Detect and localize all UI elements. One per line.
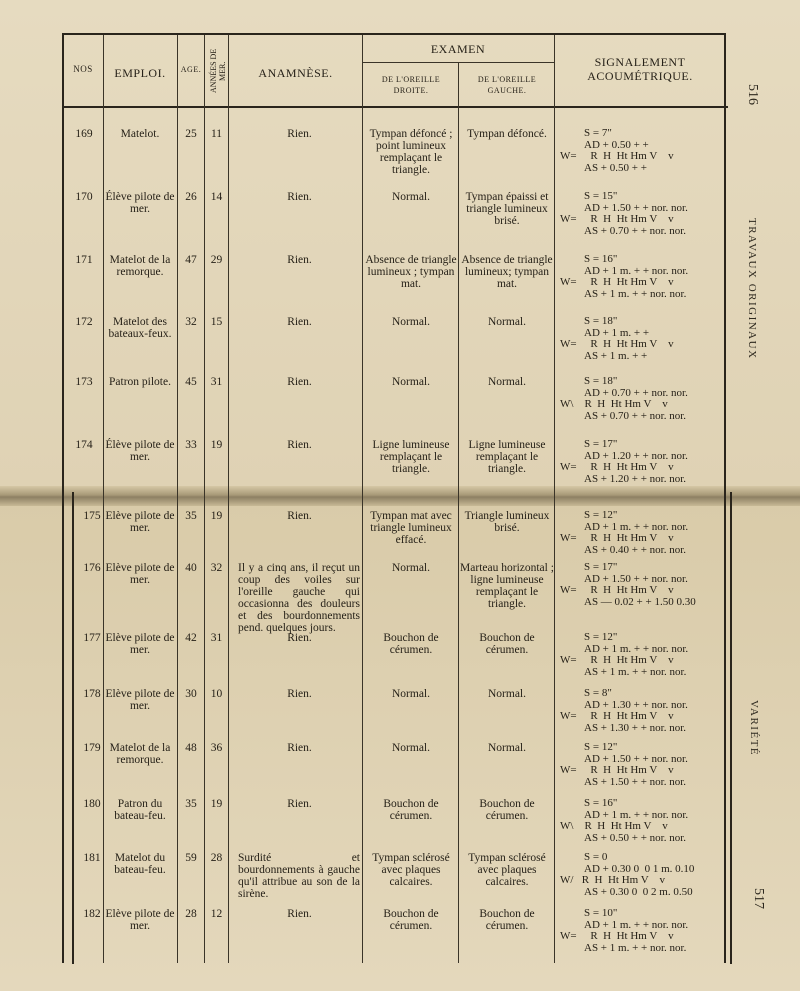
row-172-num: 172 [75, 316, 93, 328]
row-181-age: 59 [185, 852, 197, 864]
signalement-line: W= R H Ht Hm V v [560, 213, 674, 225]
row-170-emploi: Élève pilote de mer. [105, 191, 175, 215]
page-number-top: 516 [745, 84, 760, 105]
page-number-bottom: 517 [751, 888, 766, 909]
row-181-anamnese: Surdité et bourdonnements à gauche qu'il attribue au son de la sirène. [238, 852, 360, 900]
row-169-signalement [560, 128, 674, 174]
signalement-line: S = 12" [584, 509, 618, 521]
row-170-annees: 14 [210, 191, 223, 203]
signalement-line: AS + 1 m. + + nor. nor. [584, 665, 687, 678]
signalement-line: S = 18" [584, 375, 618, 387]
row-178-droite: Normal. [391, 688, 430, 700]
row-175-annees: 19 [210, 510, 223, 522]
row-170-num: 170 [75, 191, 93, 203]
signalement-line: S = 8" [584, 687, 612, 699]
signalement-line: AD + 1 m. + + [584, 326, 650, 339]
row-175-anamnese: Rien. [287, 510, 312, 522]
signalement-line: AS + 1 m. + + nor. nor. [584, 941, 687, 954]
header-examen: EXAMEN [430, 42, 486, 56]
row-180-age: 35 [185, 798, 197, 810]
row-175-gauche: Triangle lumineux brisé. [464, 510, 550, 534]
row-169-emploi: Matelot. [120, 128, 160, 140]
row-181-emploi: Matelot du bateau-feu. [114, 852, 166, 876]
signalement-line: AD + 1 m. + + nor. nor. [584, 808, 689, 821]
row-182-anamnese: Rien. [287, 908, 312, 920]
row-177-anamnese: Rien. [287, 632, 312, 644]
row-177-signalement [560, 632, 688, 678]
signalement-line: AS — 0.02 + + 1.50 0.30 [584, 595, 696, 608]
row-174-signalement [560, 439, 688, 485]
row-170-anamnese: Rien. [287, 191, 312, 203]
row-175-emploi: Elève pilote de mer. [105, 510, 175, 534]
col-line-4 [228, 35, 229, 963]
row-176-emploi: Elève pilote de mer. [105, 562, 175, 586]
header-emploi: EMPLOI. [114, 66, 166, 80]
row-178-emploi: Elève pilote de mer. [105, 688, 175, 712]
signalement-line: AS + 0.70 + + nor. nor. [584, 224, 687, 237]
row-177-annees: 31 [210, 632, 223, 644]
row-174-anamnese: Rien. [287, 439, 312, 451]
row-182-emploi: Elève pilote de mer. [105, 908, 175, 932]
row-177-age: 42 [185, 632, 197, 644]
row-182-annees: 12 [210, 908, 223, 920]
signalement-line: AD + 1.50 + + nor. nor. [584, 201, 688, 214]
header-oreille-droite: DE L'OREILLE DROITE. [381, 75, 441, 95]
signalement-line: AD + 1 m. + + nor. nor. [584, 264, 689, 277]
row-172-gauche: Normal. [487, 316, 526, 328]
signalement-line: S = 10" [584, 907, 618, 919]
row-180-emploi: Patron du bateau-feu. [114, 798, 166, 822]
row-182-signalement [560, 908, 688, 954]
row-178-gauche: Normal. [487, 688, 526, 700]
signalement-line: AS + 0.50 + + nor. nor. [584, 831, 687, 844]
row-173-num: 173 [75, 376, 93, 388]
header-signalement: SIGNALEMENT ACOUMÉTRIQUE. [587, 55, 693, 83]
row-179-annees: 36 [210, 742, 223, 754]
row-178-age: 30 [185, 688, 197, 700]
row-174-annees: 19 [210, 439, 223, 451]
row-173-signalement [560, 376, 688, 422]
row-169-gauche: Tympan défoncé. [467, 128, 547, 140]
signalement-line: W= R H Ht Hm V v [560, 764, 674, 776]
row-171-signalement [560, 254, 688, 300]
row-181-num: 181 [83, 852, 101, 864]
row-181-droite: Tympan sclérosé avec plaques calcaires. [372, 852, 450, 888]
col-line-1 [103, 35, 104, 963]
row-176-num: 176 [83, 562, 101, 574]
signalement-line: S = 16" [584, 797, 618, 809]
row-171-gauche: Absence de triangle lumineux; tympan mat. [461, 254, 553, 290]
row-178-anamnese: Rien. [287, 688, 312, 700]
col-line-2 [177, 35, 178, 963]
row-182-gauche: Bouchon de cérumen. [479, 908, 535, 932]
signalement-line: W/ R H Ht Hm V v [560, 874, 666, 886]
row-173-age: 45 [185, 376, 197, 388]
signalement-line: W= R H Ht Hm V v [560, 710, 674, 722]
row-179-anamnese: Rien. [287, 742, 312, 754]
signalement-line: AD + 0.70 + + nor. nor. [584, 386, 688, 399]
row-173-anamnese: Rien. [287, 376, 312, 388]
row-169-droite: Tympan défoncé ; point lumineux remplaçant le triangle. [369, 128, 453, 176]
row-178-signalement [560, 688, 688, 734]
row-170-droite: Normal. [391, 191, 430, 203]
row-181-annees: 28 [210, 852, 223, 864]
row-172-anamnese: Rien. [287, 316, 312, 328]
signalement-line: W= R H Ht Hm V v [560, 654, 674, 666]
row-177-gauche: Bouchon de cérumen. [479, 632, 535, 656]
row-179-droite: Normal. [391, 742, 430, 754]
header-oreille-gauche: DE L'OREILLE GAUCHE. [477, 75, 537, 95]
signalement-line: AS + 1 m. + + [584, 349, 648, 362]
header-rule [62, 106, 728, 108]
row-171-age: 47 [185, 254, 197, 266]
row-171-anamnese: Rien. [287, 254, 312, 266]
row-182-num: 182 [83, 908, 101, 920]
signalement-line: W= R H Ht Hm V v [560, 930, 674, 942]
row-172-annees: 15 [210, 316, 223, 328]
row-177-droite: Bouchon de cérumen. [383, 632, 439, 656]
signalement-line: W\ R H Ht Hm V v [560, 820, 668, 832]
signalement-line: S = 16" [584, 253, 618, 265]
row-180-gauche: Bouchon de cérumen. [479, 798, 535, 822]
signalement-line: S = 12" [584, 631, 618, 643]
row-173-droite: Normal. [391, 376, 430, 388]
row-182-droite: Bouchon de cérumen. [383, 908, 439, 932]
row-170-signalement [560, 191, 688, 237]
row-180-annees: 19 [210, 798, 223, 810]
row-174-num: 174 [75, 439, 93, 451]
row-178-num: 178 [83, 688, 101, 700]
row-171-droite: Absence de triangle lumineux ; tympan mat. [365, 254, 457, 290]
signalement-line: AS + 1.30 + + nor. nor. [584, 721, 687, 734]
header-age: AGE. [180, 65, 202, 74]
signalement-line: S = 17" [584, 438, 618, 450]
signalement-line: AD + 0.30 0 0 1 m. 0.10 [584, 862, 695, 875]
row-169-age: 25 [185, 128, 197, 140]
row-180-num: 180 [83, 798, 101, 810]
row-174-droite: Ligne lumineuse remplaçant le triangle. [372, 439, 450, 475]
signalement-line: S = 15" [584, 190, 618, 202]
row-170-gauche: Tympan épaissi et triangle lumineux brisé. [465, 191, 549, 227]
col-line-6 [458, 62, 459, 963]
row-177-num: 177 [83, 632, 101, 644]
row-169-annees: 11 [210, 128, 223, 140]
row-169-num: 169 [75, 128, 93, 140]
signalement-line: AS + 0.30 0 0 2 m. 0.50 [584, 885, 693, 898]
signalement-line: W= R H Ht Hm V v [560, 276, 674, 288]
row-171-emploi: Matelot de la remorque. [109, 254, 171, 278]
row-170-age: 26 [185, 191, 197, 203]
col-line-5 [362, 35, 363, 963]
signalement-line: AD + 1 m. + + nor. nor. [584, 642, 689, 655]
row-173-annees: 31 [210, 376, 223, 388]
header-anamnese: ANAMNÈSE. [258, 66, 333, 80]
row-180-droite: Bouchon de cérumen. [383, 798, 439, 822]
signalement-line: S = 18" [584, 315, 618, 327]
col-line-3 [204, 35, 205, 963]
signalement-line: AS + 1.20 + + nor. nor. [584, 472, 687, 485]
signalement-line: AD + 1.30 + + nor. nor. [584, 698, 688, 711]
row-175-signalement [560, 510, 688, 556]
signalement-line: AD + 1 m. + + nor. nor. [584, 520, 689, 533]
signalement-line: AD + 1.20 + + nor. nor. [584, 449, 688, 462]
row-179-signalement [560, 742, 688, 788]
row-181-gauche: Tympan sclérosé avec plaques calcaires. [468, 852, 546, 888]
row-172-signalement [560, 316, 674, 362]
signalement-line: AD + 1.50 + + nor. nor. [584, 572, 688, 585]
row-177-emploi: Elève pilote de mer. [105, 632, 175, 656]
row-179-num: 179 [83, 742, 101, 754]
signalement-line: AS + 0.50 + + [584, 161, 647, 174]
row-174-emploi: Élève pilote de mer. [105, 439, 175, 463]
signalement-line: S = 7" [584, 127, 612, 139]
signalement-line: AS + 1.50 + + nor. nor. [584, 775, 687, 788]
row-172-droite: Normal. [391, 316, 430, 328]
signalement-line: W= R H Ht Hm V v [560, 150, 674, 162]
signalement-line: AD + 0.50 + + [584, 138, 649, 151]
row-181-signalement [560, 852, 694, 898]
signalement-line: S = 12" [584, 741, 618, 753]
col-line-7 [554, 35, 555, 963]
signalement-line: W= R H Ht Hm V v [560, 532, 674, 544]
row-171-annees: 29 [210, 254, 223, 266]
row-176-anamnese: Il y a cinq ans, il reçut un coup des voiles sur l'oreille gauche qui occasionna des douleurs et des bourdonnements pend. quelques jours. [238, 562, 360, 634]
signalement-line: W= R H Ht Hm V v [560, 584, 674, 596]
signalement-line: AD + 1 m. + + nor. nor. [584, 918, 689, 931]
row-176-age: 40 [185, 562, 197, 574]
row-179-emploi: Matelot de la remorque. [109, 742, 171, 766]
signalement-line: S = 0 [584, 851, 608, 863]
row-178-annees: 10 [210, 688, 223, 700]
row-173-gauche: Normal. [487, 376, 526, 388]
row-180-signalement [560, 798, 688, 844]
row-175-num: 175 [83, 510, 101, 522]
signalement-line: AS + 0.70 + + nor. nor. [584, 409, 687, 422]
row-172-emploi: Matelot des bateaux-feux. [108, 316, 172, 340]
signalement-line: W= R H Ht Hm V v [560, 338, 674, 350]
row-175-age: 35 [185, 510, 197, 522]
row-175-droite: Tympan mat avec triangle lumineux effacé. [370, 510, 452, 546]
header-annees: ANNÉES DE MER. [209, 48, 227, 94]
row-173-emploi: Patron pilote. [109, 376, 171, 388]
row-182-age: 28 [185, 908, 197, 920]
signalement-line: AS + 0.40 + + nor. nor. [584, 543, 687, 556]
row-169-anamnese: Rien. [287, 128, 312, 140]
running-head-bottom: VARIÉTÉ [748, 700, 760, 757]
row-179-gauche: Normal. [487, 742, 526, 754]
row-172-age: 32 [185, 316, 197, 328]
header-num: NOS [73, 64, 93, 74]
signalement-line: AS + 1 m. + + nor. nor. [584, 287, 687, 300]
row-176-gauche: Marteau horizontal ; ligne lumineuse remplaçant le triangle. [460, 562, 554, 610]
signalement-line: AD + 1.50 + + nor. nor. [584, 752, 688, 765]
running-head-top: TRAVAUX ORIGINAUX [746, 218, 758, 360]
row-171-num: 171 [75, 254, 93, 266]
row-176-droite: Normal. [391, 562, 430, 574]
row-176-annees: 32 [210, 562, 223, 574]
signalement-line: W= R H Ht Hm V v [560, 461, 674, 473]
row-176-signalement [560, 562, 696, 608]
signalement-line: S = 17" [584, 561, 618, 573]
row-174-age: 33 [185, 439, 197, 451]
row-180-anamnese: Rien. [287, 798, 312, 810]
signalement-line: W\ R H Ht Hm V v [560, 398, 668, 410]
row-179-age: 48 [185, 742, 197, 754]
row-174-gauche: Ligne lumineuse remplaçant le triangle. [468, 439, 546, 475]
